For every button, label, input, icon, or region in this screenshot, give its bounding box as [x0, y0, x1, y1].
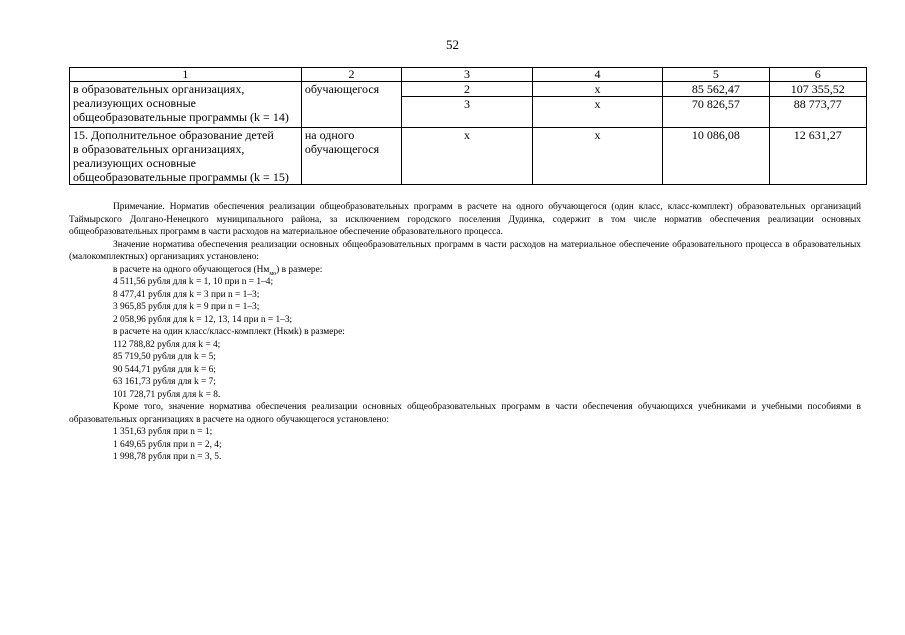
list-item: 1 998,78 рубля при n = 3, 5. — [113, 452, 222, 462]
row-unit-line: обучающегося — [304, 142, 380, 156]
list-item: 101 728,71 рубля для k = 8. — [113, 389, 221, 400]
table-cell: х — [532, 82, 662, 97]
list-item: 112 788,82 рубля для k = 4; — [113, 339, 221, 350]
table-cell: 3 — [402, 97, 532, 128]
norms-table — [69, 67, 867, 185]
header-cell-6: 6 — [769, 68, 866, 82]
per-student-intro — [69, 264, 861, 277]
table-cell: х — [532, 97, 662, 128]
list-item: 4 511,56 рубля для k = 1, 10 при n = 1–4; — [113, 277, 274, 287]
row-unit-cell: обучающегося — [301, 82, 401, 128]
list-item: 2 058,96 рубля для k = 12, 13, 14 при n = 1–3; — [113, 314, 293, 325]
row-label-line: общеобразовательные программы (k = 14) — [73, 110, 289, 124]
row-label-line: в образовательных организациях, — [73, 142, 245, 156]
header-cell-1: 1 — [70, 68, 302, 82]
page-number: 52 — [446, 37, 459, 52]
row-label-line: реализующих основные — [73, 96, 196, 110]
table-cell: 88 773,77 — [769, 97, 866, 128]
header-cell-3: 3 — [402, 68, 532, 82]
table-cell: х — [532, 128, 662, 185]
row-unit-cell — [301, 128, 401, 185]
table-cell: х — [402, 128, 532, 185]
list-item: 63 161,73 рубля для k = 7; — [113, 377, 216, 387]
table-cell: 12 631,27 — [769, 128, 866, 185]
table-cell: 2 — [402, 82, 532, 97]
row-label-cell — [70, 128, 302, 185]
note-paragraph: Примечание. Норматив обеспечения реализации общеобразовательных программ в расчете на одного обучающегося (один класс, класс-комплект) образовательных организаций Таймырского Долгано-Ненецкого муниципального района, за исключением городского поселения Дудинка, содержит в том числе норматив обеспечения реализации основных общеобразовательных программ в части расходов на материальное обеспечение образовательного процесса. — [69, 202, 861, 237]
table-cell: 85 562,47 — [663, 82, 769, 97]
intro-text: ) в размере: — [276, 264, 323, 275]
list-item: 1 649,65 рубля при n = 2, 4; — [113, 439, 222, 450]
row-label-line: 15. Дополнительное образование детей — [73, 128, 274, 142]
row-label-line: в образовательных организациях, — [73, 82, 245, 96]
table-cell: 10 086,08 — [663, 128, 769, 185]
list-item: 85 719,50 рубля для k = 5; — [113, 352, 216, 362]
note-paragraph: Значение норматива обеспечения реализации основных общеобразовательных программ в части расходов на материальное обеспечение образовательного процесса в образовательных (малокомплектных) организациях установлено: — [69, 239, 861, 262]
table-header-row — [70, 68, 867, 82]
note-section — [69, 201, 861, 464]
intro-subscript: мо — [269, 270, 277, 277]
table-row — [70, 82, 867, 97]
table-cell: 70 826,57 — [663, 97, 769, 128]
table-cell: 107 355,52 — [769, 82, 866, 97]
header-cell-5: 5 — [663, 68, 769, 82]
row-label-cell — [70, 82, 302, 128]
note-paragraph: Кроме того, значение норматива обеспечения реализации основных общеобразовательных программ в части обеспечения обучающихся учебниками и учебными пособиями в образовательных организациях в расчете на одного обучающегося установлено: — [69, 402, 861, 425]
list-item: 1 351,63 рубля при n = 1; — [113, 427, 213, 437]
list-item: 3 965,85 рубля для k = 9 при n = 1–3; — [113, 302, 260, 312]
row-label-line: общеобразовательные программы (k = 15) — [73, 170, 289, 184]
row-unit-line: на одного — [304, 128, 355, 142]
header-cell-4: 4 — [532, 68, 662, 82]
intro-text: в расчете на одного обучающегося (Нм — [113, 264, 270, 275]
row-label-line: реализующих основные — [73, 156, 196, 170]
per-class-intro: в расчете на один класс/класс-комплект (Нкмk) в размере: — [113, 327, 345, 337]
list-item: 8 477,41 рубля для k = 3 при n = 1–3; — [113, 289, 260, 300]
list-item: 90 544,71 рубля для k = 6; — [113, 364, 216, 375]
header-cell-2: 2 — [301, 68, 401, 82]
table-row — [70, 128, 867, 185]
